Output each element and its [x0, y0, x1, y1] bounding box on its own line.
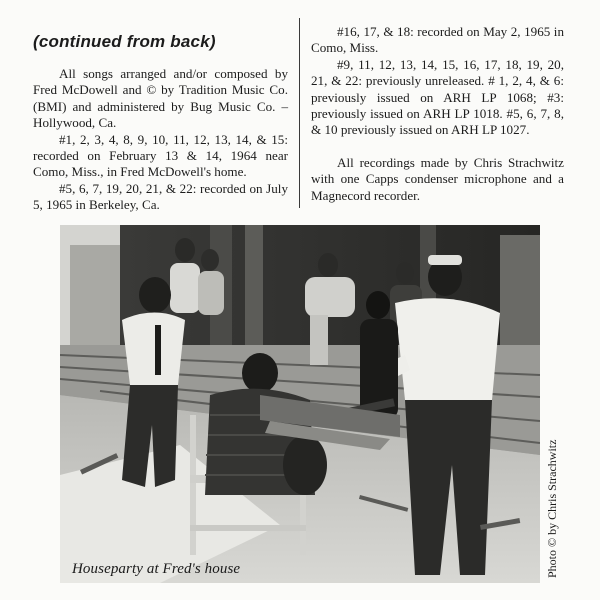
recording-session-berkeley: #5, 6, 7, 19, 20, 21, & 22: recorded on July 5, 1965 in Berkeley, Ca. [33, 180, 288, 213]
recording-session-1964: #1, 2, 3, 4, 8, 9, 10, 11, 12, 13, 14, & 15: recorded on February 13 & 14, 1964 near Como, Miss., in Fred McDowell's home. [33, 131, 288, 180]
continued-heading: (continued from back) [33, 32, 216, 51]
column-divider [299, 18, 300, 208]
houseparty-photo [60, 225, 540, 583]
recording-session-como-1965: #16, 17, & 18: recorded on May 2, 1965 in Como, Miss. [311, 24, 564, 56]
right-column [311, 24, 564, 204]
recording-equipment-paragraph: All recordings made by Chris Strachwitz with one Capps condenser microphone and a Magnecord recorder. [311, 154, 564, 203]
release-history-paragraph: #9, 11, 12, 13, 14, 15, 16, 17, 18, 19, 20, 21, & 22: previously unreleased. # 1, 2, 4, & 6: previously issued on ARH LP 1068; #3: previously issued on ARH LP 1018. #5, 6, 7, 8, & 10 previously issued on ARH LP 1027. [311, 56, 564, 138]
left-column [33, 24, 288, 214]
photo-caption: Houseparty at Fred's house [72, 561, 241, 577]
photo-credit: Photo © by Chris Strachwitz [545, 439, 559, 578]
credits-paragraph: All songs arranged and/or composed by Fred McDowell and © by Tradition Music Co. (BMI) and administered by Bug Music Co. – Hollywood, Ca. [33, 66, 288, 131]
